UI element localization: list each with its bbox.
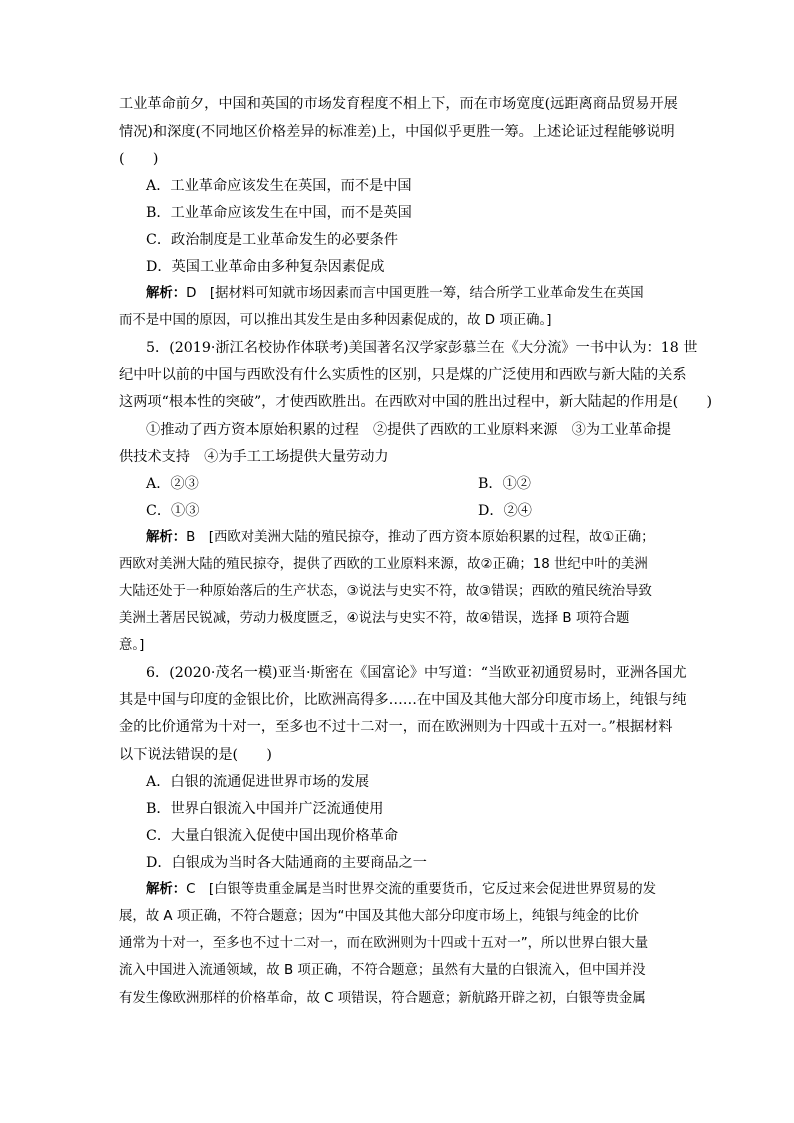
q4-solution-text: D [据材料可知就市场因素而言中国更胜一筹，结合所学工业革命发生在英国 xyxy=(186,286,644,301)
q5-solution-line-5: 意。] xyxy=(119,638,145,653)
q5-option-d: D．②④ xyxy=(478,503,532,519)
q6-solution-line-4: 流入中国进入流通领域，故 B 项正确，不符合题意；虽然有大量的白银流入，但中国并没 xyxy=(119,963,646,978)
q5-solution-line-4: 美洲土著居民锐减，劳动力极度匮乏，④说法与史实不符，故④错误，选择 B 项符合题 xyxy=(119,611,630,626)
q5-stem-line-3: 这两项“根本性的突破”，才使西欧胜出。在西欧对中国的胜出过程中，新大陆起的作用是( ) xyxy=(119,394,713,410)
q5-solution-label: 解析： xyxy=(146,530,187,545)
q6-solution-line-3: 通常为十对一，至多也不过十二对一，而在欧洲则为十四或十五对一”，所以世界白银大量 xyxy=(119,936,649,951)
q4-option-d: D．英国工业革命由多种复杂因素促成 xyxy=(146,259,385,275)
q6-option-b: B．世界白银流入中国并广泛流通使用 xyxy=(146,801,384,817)
q6-solution-line-1 xyxy=(146,883,656,896)
q6-option-d: D．白银成为当时各大陆通商的主要商品之一 xyxy=(146,855,427,871)
q4-option-b: B．工业革命应该发生在中国，而不是英国 xyxy=(146,205,412,221)
q4-option-c: C．政治制度是工业革命发生的必要条件 xyxy=(146,232,399,248)
q5-items-line-1: ①推动了西方资本原始积累的过程 ②提供了西欧的工业原料来源 ③为工业革命提 xyxy=(146,422,671,438)
q4-solution-line-1 xyxy=(146,287,644,300)
q6-stem-line-4: 以下说法错误的是( ) xyxy=(119,747,272,763)
q5-option-a: A．②③ xyxy=(146,476,199,492)
q5-stem-line-1: 5．(2019·浙江名校协作体联考)美国著名汉学家彭慕兰在《大分流》一书中认为：18 世 xyxy=(146,340,698,356)
q4-stem-line-3: ( ) xyxy=(119,151,159,167)
q5-option-c: C．①③ xyxy=(146,503,200,519)
q6-option-c: C．大量白银流入促使中国出现价格革命 xyxy=(146,828,399,844)
q5-option-b: B．①② xyxy=(478,476,531,492)
q6-solution-line-2: 展，故 A 项正确，不符合题意；因为“中国及其他大部分印度市场上，纯银与纯金的比价 xyxy=(119,909,640,924)
q6-solution-label: 解析： xyxy=(146,882,187,897)
q5-items-line-2: 供技术支持 ④为手工工场提供大量劳动力 xyxy=(119,449,389,465)
q5-stem-line-2: 纪中叶以前的中国与西欧没有什么实质性的区别，只是煤的广泛使用和西欧与新大陆的关系 xyxy=(119,367,687,383)
q4-stem-line-1: 工业革命前夕，中国和英国的市场发育程度不相上下，而在市场宽度(远距离商品贸易开展 xyxy=(119,96,678,112)
q4-solution-line-2: 而不是中国的原因，可以推出其发生是由多种因素促成的，故 D 项正确。] xyxy=(119,313,552,328)
q5-solution-line-2: 西欧对美洲大陆的殖民掠夺，提供了西欧的工业原料来源，故②正确；18 世纪中叶的美洲 xyxy=(119,557,648,572)
q5-solution-text: B [西欧对美洲大陆的殖民掠夺，推动了西方资本原始积累的过程，故①正确； xyxy=(186,530,655,545)
q5-solution-line-1 xyxy=(146,531,654,544)
q4-option-a: A．工业革命应该发生在英国，而不是中国 xyxy=(146,178,412,194)
q4-solution-label: 解析： xyxy=(146,286,187,301)
q5-solution-line-3: 大陆还处于一种原始落后的生产状态，③说法与史实不符，故③错误；西欧的殖民统治导致 xyxy=(119,584,652,599)
q6-stem-line-3: 金的比价通常为十对一，至多也不过十二对一，而在欧洲则为十四或十五对一。”根据材料 xyxy=(119,719,673,735)
q6-stem-line-1: 6．(2020·茂名一模)亚当·斯密在《国富论》中写道：“当欧亚初通贸易时，亚洲各国尤 xyxy=(146,665,687,681)
q6-stem-line-2: 其是中国与印度的金银比价，比欧洲高得多……在中国及其他大部分印度市场上，纯银与纯 xyxy=(119,692,687,708)
q6-solution-text: C [白银等贵重金属是当时世界交流的重要货币，它反过来会促进世界贸易的发 xyxy=(186,882,657,897)
q4-stem-line-2: 情况)和深度(不同地区价格差异的标准差)上，中国似乎更胜一筹。上述论证过程能够说明 xyxy=(119,124,675,140)
q6-option-a: A．白银的流通促进世界市场的发展 xyxy=(146,774,370,790)
q6-solution-line-5: 有发生像欧洲那样的价格革命，故 C 项错误，符合题意；新航路开辟之初，白银等贵金属 xyxy=(119,991,646,1006)
